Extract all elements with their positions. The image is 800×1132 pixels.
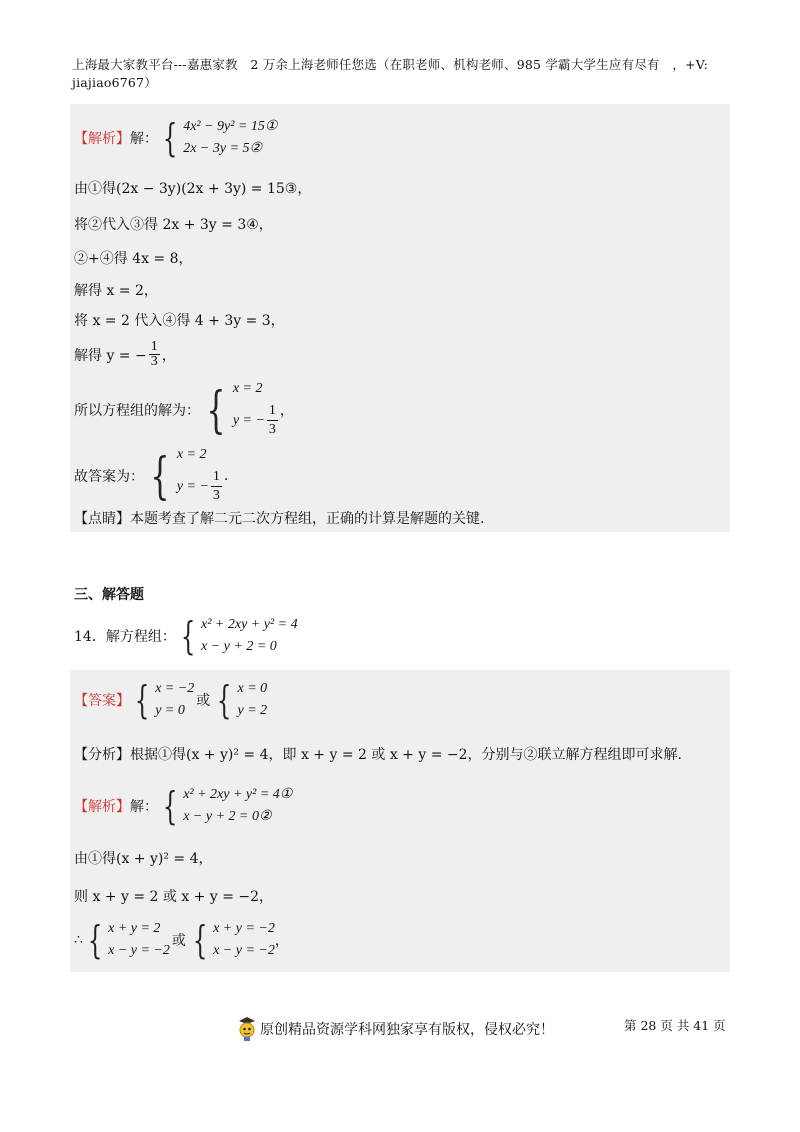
solve-y-line <box>74 340 176 369</box>
left-brace: { <box>87 918 103 962</box>
question-label: 14．解方程组： <box>74 629 176 645</box>
left-brace: { <box>217 678 232 722</box>
case-system-1 <box>83 920 170 960</box>
punct: ， <box>279 402 294 419</box>
question-14 <box>74 616 298 656</box>
punct: ， <box>274 933 289 949</box>
fraction <box>149 340 160 369</box>
or-text: 或 <box>171 933 186 949</box>
answer-intro: 故答案为： <box>74 468 144 485</box>
question-eq-1: x² + 2xy + y² = 4 <box>201 617 298 632</box>
answer-2-x: x = 0 <box>237 681 268 696</box>
fraction-denominator: 3 <box>150 354 158 369</box>
fenxi-line: 【分析】根据①得(x + y)² = 4，即 x + y = 2 或 x + y = −2，分别与②联立解方程组即可求解. <box>74 747 682 763</box>
case-2-eq-2: x − y = −2 <box>213 943 275 958</box>
question-system <box>176 616 298 656</box>
step-line: 将 x = 2 代入④得 4 + 3y = 3， <box>74 313 285 329</box>
step-line: 将②代入③得 2x + 3y = 3④， <box>74 217 273 233</box>
page-number: 第 28 页 共 41 页 <box>624 1018 726 1033</box>
step-line: ②+④得 4x = 8， <box>74 251 193 267</box>
equation-system-2 <box>158 786 292 826</box>
answer-system-2 <box>212 680 267 720</box>
fraction-numerator: 1 <box>150 339 158 354</box>
solution-system <box>200 380 280 439</box>
left-brace: { <box>180 614 196 658</box>
left-brace: { <box>162 784 178 828</box>
or-text: 或 <box>196 693 211 709</box>
solution-y: y = − $\frac{1}{3}$ <box>232 403 276 437</box>
case-2-eq-1: x + y = −2 <box>213 921 275 936</box>
section-heading: 三、解答题 <box>74 587 144 603</box>
equation-1: x² + 2xy + y² = 4① <box>183 787 293 802</box>
jiexi-label: 【解析】 <box>74 131 130 147</box>
step-line: 由①得(x + y)² = 4， <box>74 851 213 867</box>
case-system-2 <box>188 920 275 960</box>
punct: ， <box>161 347 176 364</box>
solution-x: x = 2 <box>232 381 263 396</box>
case-1-eq-1: x + y = 2 <box>108 921 161 936</box>
case-1-eq-2: x − y = −2 <box>108 943 170 958</box>
answer-label: 【答案】 <box>74 693 130 709</box>
answer-1-y: y = 0 <box>155 703 185 718</box>
answer-system <box>144 446 224 505</box>
punct: . <box>223 467 229 484</box>
left-brace: { <box>206 380 226 439</box>
step-line: 解得 x = 2， <box>74 283 158 299</box>
solution-intro: 所以方程组的解为： <box>74 402 200 419</box>
left-brace: { <box>134 678 150 722</box>
therefore-line <box>74 920 289 960</box>
answer-y: y = − $\frac{1}{3}$ <box>176 469 220 503</box>
answer-x: x = 2 <box>176 447 207 462</box>
solve-y-text: 解得 y = − <box>74 347 147 364</box>
header-line-1: 上海最大家教平台---嘉惠家教 2 万余上海老师任您选（在职老师、机构老师、985 学霸大学生应有尽有 ，+V: <box>72 57 709 72</box>
step-line: 由①得(2x − 3y)(2x + 3y) = 15③， <box>74 181 312 197</box>
footer <box>236 1016 554 1042</box>
jiexi-row-2 <box>74 786 292 826</box>
answer-2-y: y = 2 <box>237 703 268 718</box>
mascot-icon <box>236 1016 258 1042</box>
jie-text: 解： <box>130 799 158 815</box>
header-line-2: jiajiao6767） <box>72 75 157 90</box>
equation-system-1 <box>158 118 277 158</box>
left-brace: { <box>192 918 208 962</box>
equation-1: 4x² − 9y² = 15① <box>183 119 278 134</box>
step-line: 则 x + y = 2 或 x + y = −2， <box>74 889 274 905</box>
jie-text: 解： <box>130 131 158 147</box>
answer-1-x: x = −2 <box>155 681 195 696</box>
left-brace: { <box>162 116 178 160</box>
question-eq-2: x − y + 2 = 0 <box>201 639 277 654</box>
answer-row <box>74 680 267 720</box>
answer-line <box>74 446 228 505</box>
page-header <box>72 56 732 92</box>
equation-2: 2x − 3y = 5② <box>183 141 263 156</box>
dianjing-line: 【点睛】本题考查了解二元二次方程组，正确的计算是解题的关键. <box>74 511 485 527</box>
left-brace: { <box>150 446 170 505</box>
jiexi-label: 【解析】 <box>74 799 130 815</box>
equation-2: x − y + 2 = 0② <box>183 809 272 824</box>
jiexi-row-1 <box>74 118 277 158</box>
copyright-text: 原创精品资源学科网独家享有版权，侵权必究！ <box>260 1022 554 1038</box>
answer-system-1 <box>130 680 194 720</box>
therefore-symbol: ∴ <box>74 932 83 948</box>
solution-line <box>74 380 294 439</box>
